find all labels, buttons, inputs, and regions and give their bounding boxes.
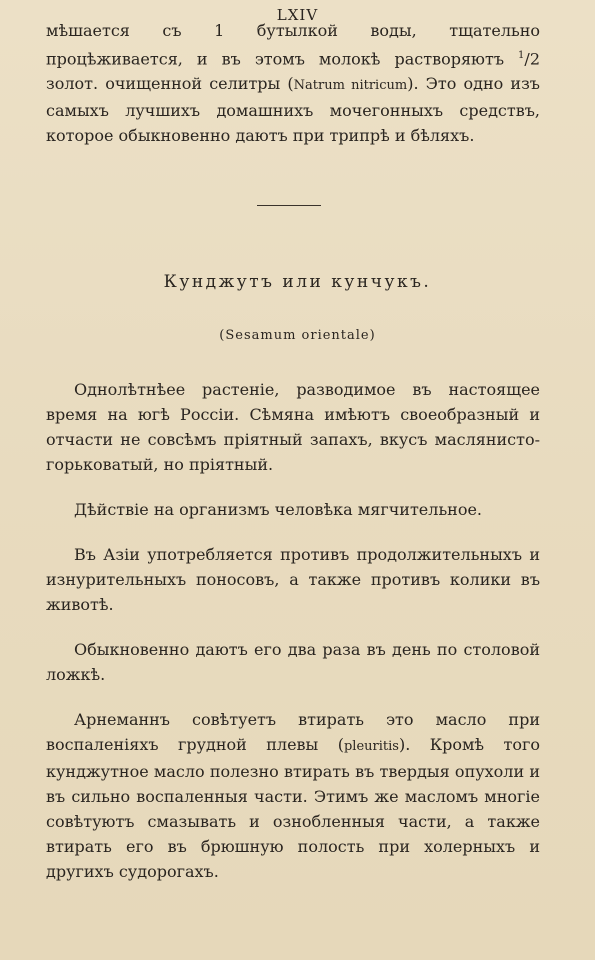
top-paragraph: мѣшается съ 1 бутылкой воды, тщательно процѣживается, и въ этомъ молокѣ растворяютъ $^1$/2 золот. очищенной селитры (Natrum nitricum). Это одно изъ самыхъ лучшихъ домашнихъ мочегонныхъ средствъ, которое обыкновенно даютъ при трипрѣ и бѣляхъ. [46, 21, 540, 146]
paragraph: Однолѣтнѣее растенiе, разводимое въ настоящее время на югѣ Россiи. Сѣмяна имѣютъ своеобразный и отчасти не совсѣмъ прiятный запахъ, вкусъ маслянисто-горьковатый, но прiятный. [46, 380, 540, 474]
latin-term: Natrum nitricum [293, 78, 408, 94]
paragraph: Обыкновенно даютъ его два раза въ день по столовой ложкѣ. [46, 640, 540, 684]
body-block [46, 377, 540, 884]
latin-term: pleuritis [343, 739, 399, 754]
paragraph: Дѣйствiе на организмъ человѣка мягчительное. [74, 500, 482, 519]
section-divider [257, 205, 321, 206]
top-paragraph-block [46, 18, 540, 148]
latin-name: (Sesamum orientale) [219, 328, 376, 343]
paragraph: Арнеманнъ совѣтуетъ втирать это масло при воспаленiяхъ грудной плевы (pleuritis). Кромѣ того кунджутное масло полезно втирать въ твердыя опухоли и въ сильно воспаленныя части. Этимъ же масломъ многiе совѣтуютъ смазывать и ознобленныя части, а также втирать его въ брюшную полость при холерныхъ и другихъ судорогахъ. [46, 710, 541, 881]
page-number: LXIV [276, 6, 319, 24]
paragraph: Въ Азiи употребляется противъ продолжительныхъ и изнурительныхъ поносовъ, а также противъ колики въ животѣ. [46, 545, 540, 614]
section-heading: Кунджутъ или кунчукъ. [163, 272, 432, 292]
